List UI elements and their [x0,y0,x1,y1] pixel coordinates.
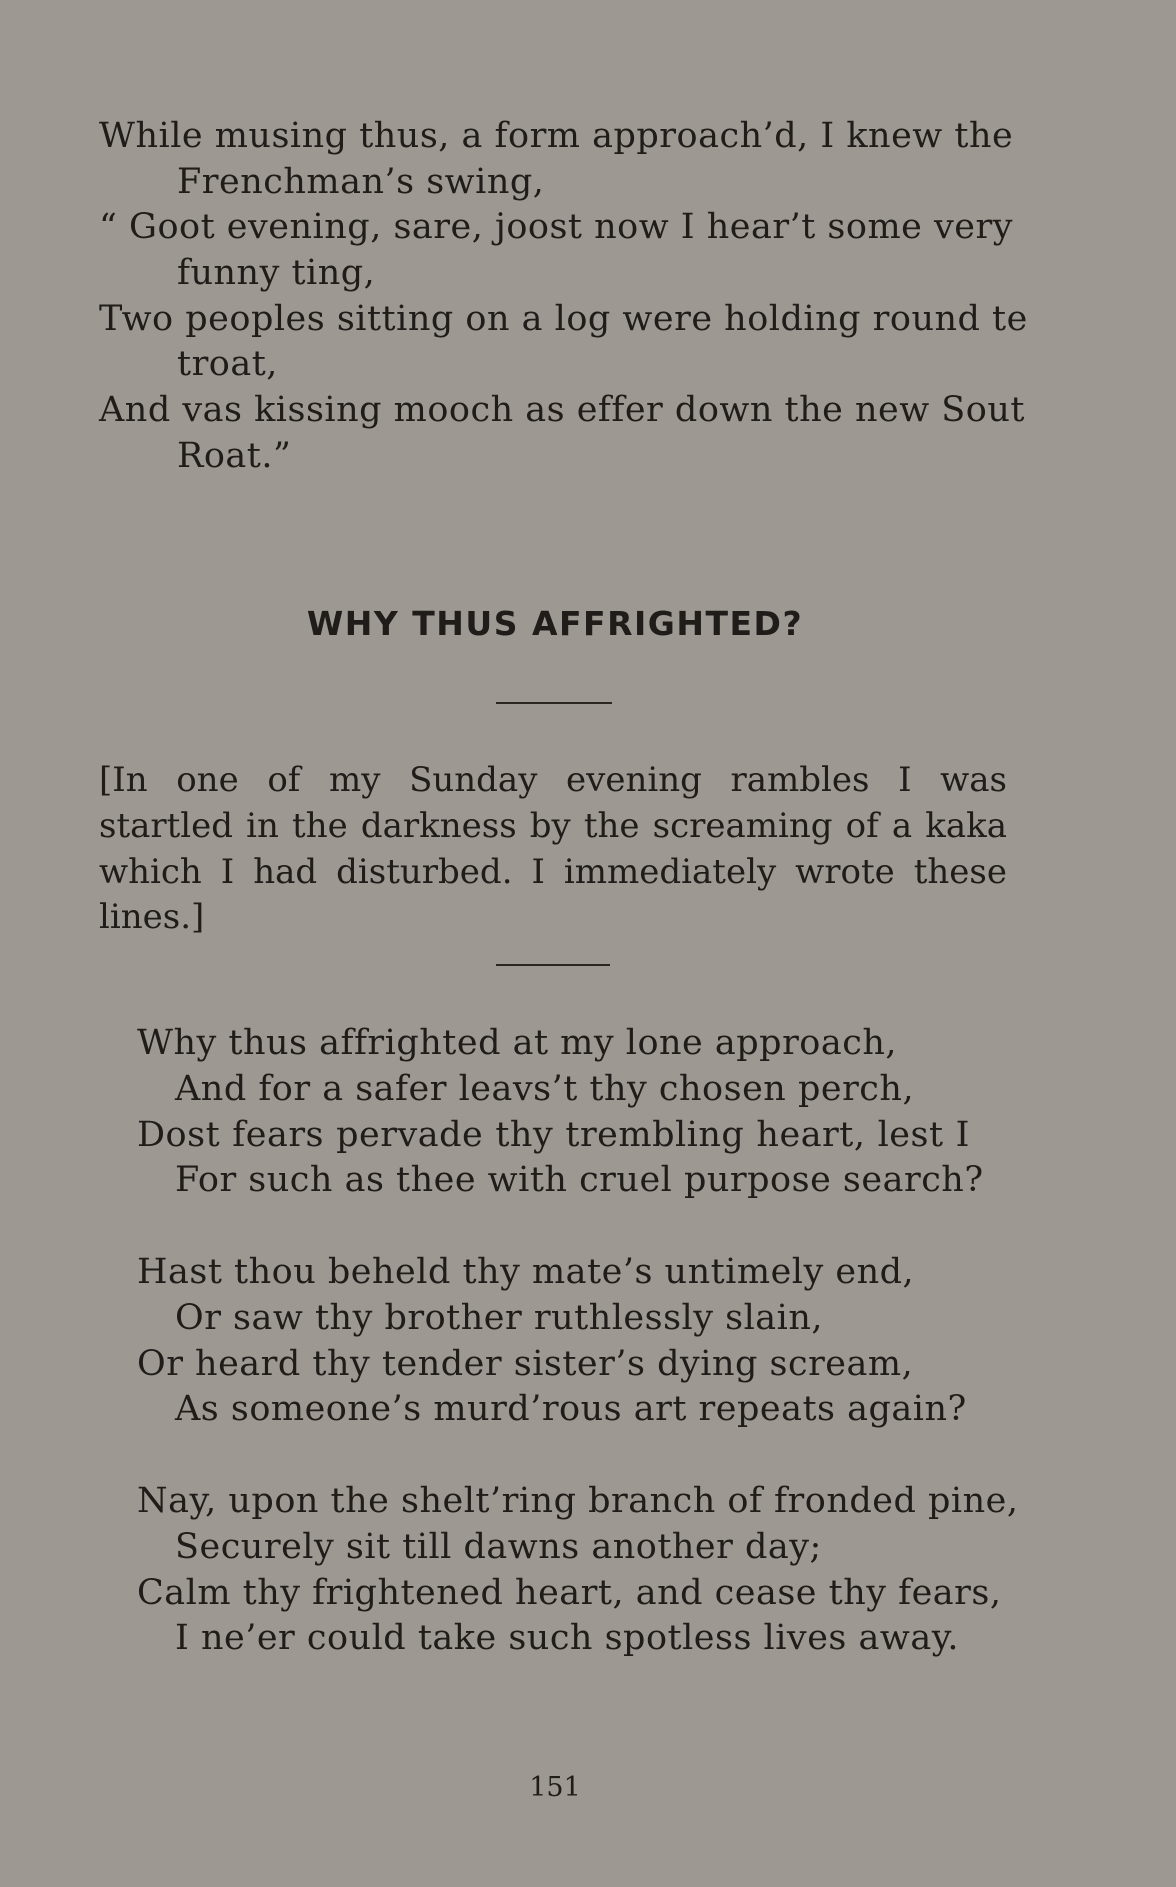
stanza-line: Why thus affrighted at my lone approach, [137,1023,898,1063]
note-line: lines.] [99,897,205,937]
poem-top-line: And vas kissing mooch as effer down the new Sout [99,390,1025,430]
poem-top-line: Frenchman’s swing, [177,162,545,202]
stanza-line: Securely sit till dawns another day; [175,1527,822,1567]
stanza-line: Or saw thy brother ruthlessly slain, [175,1298,824,1338]
page-number: 151 [529,1772,581,1803]
poem-top-line: While musing thus, a form approach’d, I knew the [99,116,1014,156]
stanza-line: Hast thou beheld thy mate’s untimely end, [137,1252,915,1292]
poem-top-line: funny ting, [177,253,376,293]
note-line: startled in the darkness by the screaming of a kaka [99,806,1007,846]
stanza-line: As someone’s murd’rous art repeats again? [175,1389,967,1429]
stanza-line: Or heard thy tender sister’s dying scream, [137,1344,914,1384]
poem-top-line: troat, [177,344,278,384]
stanza-line: Dost fears pervade thy trembling heart, lest I [137,1115,970,1155]
stanza-line: And for a safer leavs’t thy chosen perch, [175,1069,915,1109]
stanza-line: Calm thy frightened heart, and cease thy fears, [137,1573,1002,1613]
poem-title: WHY THUS AFFRIGHTED? [306,604,804,643]
poem-top-line: Two peoples sitting on a log were holding round te [99,299,1028,339]
stanza-line: Nay, upon the shelt’ring branch of fronded pine, [137,1481,1019,1521]
note-line: [In one of my Sunday evening rambles I was [99,760,1007,800]
note-line: which I had disturbed. I immediately wrote these [99,852,1007,892]
poem-top-line: Roat.” [177,436,292,476]
title-divider [496,702,612,704]
stanza-line: For such as thee with cruel purpose search? [175,1160,984,1200]
note-divider [496,964,610,966]
poem-top-line: “ Goot evening, sare, joost now I hear’t some very [99,207,1013,247]
stanza-line: I ne’er could take such spotless lives away. [175,1618,959,1658]
